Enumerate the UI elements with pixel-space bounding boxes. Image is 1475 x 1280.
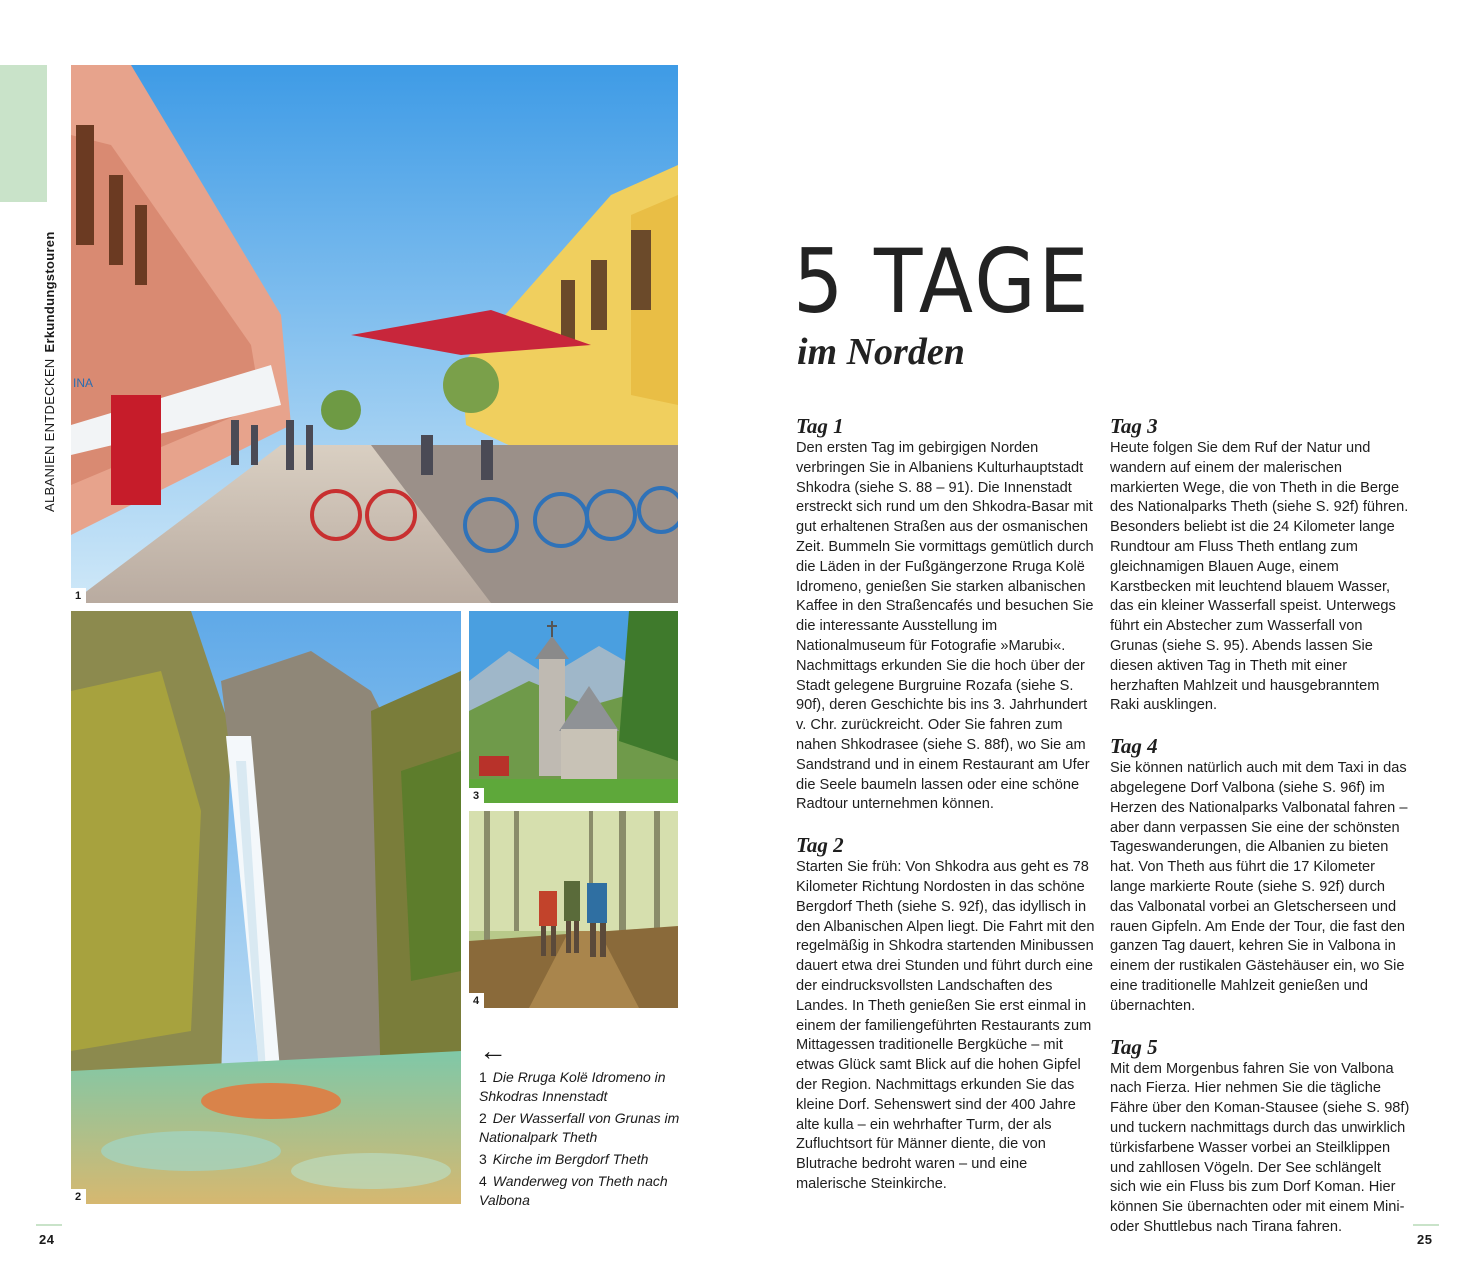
day-heading: Tag 4 — [1110, 734, 1158, 759]
church-photo — [469, 611, 678, 803]
hikers-photo — [469, 811, 678, 1008]
caption-item: 2 Der Wasserfall von Grunas im Nationalpark Theth — [479, 1110, 680, 1145]
day-heading: Tag 5 — [1110, 1034, 1158, 1059]
page-number-right: 25 — [1417, 1232, 1433, 1247]
day-text: Mit dem Morgenbus fahren Sie von Valbona nach Fierza. Hier nehmen Sie die tägliche Fähre über den Koman-Stausee (siehe S. 98f) und tuckern nachmittags durch das unwirklich türkisfarbene Wasser vorbei an Steilklippen und zahllosen Vögeln. Der See schlängelt sich wie ein Fluss bis zum Dorf Koman. Hier können Sie übernachten oder mit einem Mini- oder Shuttlebus nach Tirana fahren. — [1110, 1060, 1410, 1235]
waterfall-photo — [71, 611, 461, 1204]
image-number-4: 4 — [469, 993, 484, 1009]
chapter-label-main: ALBANIEN ENTDECKEN — [42, 358, 57, 512]
page-title: 5 TAGE — [793, 230, 1092, 333]
chapter-label — [42, 231, 57, 512]
caption-item: 4 Wanderweg von Theth nach Valbona — [479, 1173, 668, 1208]
page-number-rule-left — [36, 1224, 62, 1226]
chapter-label-section: Erkundungstouren — [42, 231, 57, 353]
caption-item: 1 Die Rruga Kolë Idromeno in Shkodras Innenstadt — [479, 1069, 666, 1104]
day-heading: Tag 2 — [796, 833, 844, 858]
day-text: Starten Sie früh: Von Shkodra aus geht es 78 Kilometer Richtung Nordosten in das schöne Bergdorf Theth (siehe S. 92f), das idyllisch in den Albanischen Alpen liegt. Die Fahrt mit den regelmäßig in Shkodra startenden Minibussen dauert etwa drei Stunden und führt durch eine der eindrucksvollsten Landschaften des Landes. In Theth genießen Sie erst einmal in einem der familiengeführten Restaurants zum Mittagessen traditionelle Bergküche – mit etwas Glück samt Blick auf die hohen Gipfel der Region. Nachmittags erkunden Sie das kleine Dorf. Sehenswert sind der 400 Jahre alte kulla – ein wehrhafter Turm, der als Zufluchtsort für Männer diente, die von Blutrache bedroht waren – und eine malerische Steinkirche. — [796, 859, 1095, 1192]
day-text: Heute folgen Sie dem Ruf der Natur und wandern auf einem der malerischen markierten Wege, die von Theth in die Berge des Nationalparks Theth (siehe S. 92f) führen. Besonders beliebt ist die 24 Kilometer lange Rundtour am Fluss Theth entlang zum gleichnamigen Blauen Auge, einem Karstbecken mit leuchtend blauem Wasser, das ein kleiner Wasserfall speist. Unterwegs führt ein Abstecher zum Wasserfall von Grunas (siehe S. 95). Abends lassen Sie diesen aktiven Tag in Theth mit einer herzhaften Mahlzeit und hausgebranntem Raki ausklingen. — [1110, 440, 1409, 714]
image-number-2: 2 — [71, 1189, 86, 1205]
image-number-3: 3 — [469, 788, 484, 804]
chapter-tab — [0, 65, 47, 202]
day-heading: Tag 3 — [1110, 414, 1158, 438]
text-column-left — [796, 413, 1096, 1212]
page-number-rule-right — [1413, 1224, 1439, 1226]
text-column-right — [1110, 413, 1410, 1255]
arrow-left-icon: ← — [479, 1035, 507, 1066]
photo-captions — [479, 1068, 684, 1213]
caption-item: 3 Kirche im Bergdorf Theth — [479, 1151, 649, 1167]
page-number-left: 24 — [39, 1232, 55, 1247]
svg-text:INA: INA — [73, 376, 94, 390]
day-heading: Tag 1 — [796, 414, 844, 438]
day-text: Den ersten Tag im gebirgigen Norden verbringen Sie in Albaniens Kulturhauptstadt Shkodra (siehe S. 88 – 91). Die Innenstadt erstreckt sich rund um den Shkodra-Basar mit gut erhaltenen Straßen aus der osmanischen Zeit. Bummeln Sie vormittags gemütlich durch die Läden in der Fußgängerzone Rruga Kolë Idromeno, genießen Sie starken albanischen Kaffee in den Straßencafés und besuchen Sie die interessante Ausstellung im Nationalmuseum für Fotografie »Marubi«. Nachmittags erkunden Sie die hoch über der Stadt gelegene Burgruine Rozafa (siehe S. 90f), deren Geschichte bis ins 3. Jahrhundert v. Chr. zurückreicht. Oder Sie fahren zum nahen Shkodrasee (siehe S. 88f), wo Sie am Sandstrand und in einem Restaurant am Ufer die Seele baumeln lassen oder eine schöne Radtour unternehmen können. — [796, 440, 1094, 813]
day-text: Sie können natürlich auch mit dem Taxi in das abgelegene Dorf Valbona (siehe S. 96f) im Herzen des Nationalparks Valbonatal fahren – aber dann verpassen Sie eine der schönsten Tageswanderungen, die Albanien zu bieten hat. Von Theth aus führt die 17 Kilometer lange markierte Route (siehe S. 92f) durch das Valbonatal vorbei an Gletscherseen und rauen Gipfeln. Am Ende der Tour, die fast den ganzen Tag dauert, kehren Sie in Valbona in einem der rustikalen Gästehäuser ein, wo Sie eine traditionelle Mahlzeit genießen und übernachten. — [1110, 760, 1408, 1014]
image-number-1: 1 — [71, 588, 86, 604]
street-cafe-photo — [71, 65, 678, 603]
page-subtitle: im Norden — [797, 331, 965, 373]
